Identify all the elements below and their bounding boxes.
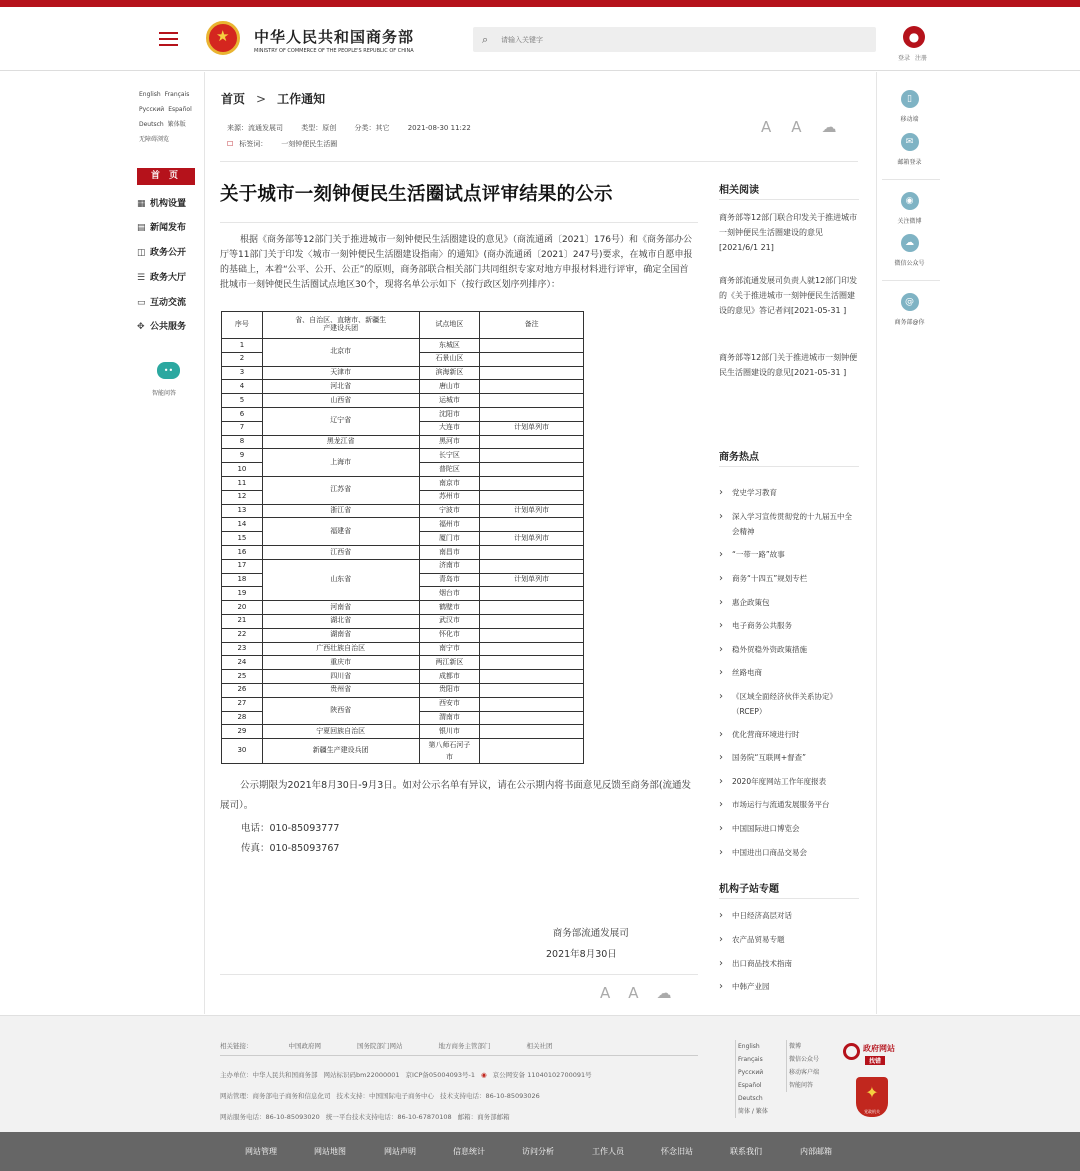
cell-note [480, 614, 584, 628]
cell-note [480, 697, 584, 711]
cell-city: 厦门市 [419, 532, 480, 546]
email-icon: ✉ [901, 133, 919, 151]
cell-province: 河南省 [262, 601, 419, 615]
left-sidebar [133, 72, 205, 1014]
footer-channels: 微博 微信公众号 移动客户端 智能问答 [786, 1040, 819, 1092]
footer-link[interactable]: 国务院部门网站 [357, 1042, 403, 1050]
cell-no: 14 [222, 518, 263, 532]
hot-title: 商务热点 [719, 452, 759, 463]
lang-traditional[interactable]: 繁体版 [167, 121, 186, 128]
font-small-icon[interactable]: A [791, 118, 802, 136]
footer-link[interactable]: 相关社团 [526, 1042, 553, 1050]
breadcrumb-current[interactable]: 工作通知 [277, 92, 326, 106]
cell-note: 计划单列市 [480, 532, 584, 546]
cell-note [480, 587, 584, 601]
bottom-nav-item[interactable]: 访问分析 [522, 1147, 554, 1156]
table-row [222, 670, 584, 684]
hot-item[interactable]: › 市场运行与流通发展服务平台 [719, 797, 859, 812]
cell-no: 9 [222, 449, 263, 463]
cell-province: 广西壮族自治区 [262, 642, 419, 656]
search-icon[interactable]: ⌕ [482, 33, 489, 46]
hot-item[interactable]: › 电子商务公共服务 [719, 618, 859, 633]
user-links [898, 53, 930, 62]
cell-note: 计划单列市 [480, 421, 584, 435]
table-header-note: 备注 [480, 312, 584, 339]
cell-city: 石景山区 [419, 352, 480, 366]
service-icon: ✥ [137, 322, 145, 332]
tag-label: 标签词： [239, 140, 268, 148]
weibo-link[interactable]: ◉ 关注微博 [882, 192, 937, 225]
subsite-item[interactable]: › 中日经济高层对话 [719, 908, 859, 923]
table-row [222, 725, 584, 739]
cell-no: 20 [222, 601, 263, 615]
news-icon: ▤ [137, 223, 146, 233]
cell-note [480, 366, 584, 380]
cell-note [480, 545, 584, 559]
cell-no: 5 [222, 394, 263, 408]
subsites-title: 机构子站专题 [719, 884, 779, 895]
cell-city: 普陀区 [419, 463, 480, 477]
cell-no: 21 [222, 614, 263, 628]
cell-province: 新疆生产建设兵团 [262, 739, 419, 764]
right-quick-links [876, 72, 940, 1014]
cell-province: 贵州省 [262, 683, 419, 697]
lang-english[interactable]: English [139, 91, 161, 98]
cell-note [480, 656, 584, 670]
cell-note [480, 725, 584, 739]
cell-no: 10 [222, 463, 263, 477]
cell-city: 东城区 [419, 339, 480, 353]
sign-date: 2021年8月30日 [546, 949, 617, 960]
table-row [222, 380, 584, 394]
bottom-nav-item[interactable]: 网站管理 [245, 1147, 277, 1156]
table-row [222, 683, 584, 697]
table-header-city: 试点地区 [419, 312, 480, 339]
cell-province: 天津市 [262, 366, 419, 380]
related-title: 相关阅读 [719, 185, 759, 196]
register-link[interactable]: 注册 [914, 55, 927, 62]
nav-item-org[interactable]: ▦ 机构设置 [137, 199, 187, 209]
hot-item[interactable]: › 深入学习宣传贯彻党的十九届五中全会精神 [719, 509, 859, 539]
fax-number: 传真：010-85093767 [241, 843, 340, 854]
cell-city: 鹤壁市 [419, 601, 480, 615]
hot-item[interactable]: › 稳外贸稳外资政策措施 [719, 642, 859, 657]
footer-link[interactable]: 中国政府网 [288, 1042, 321, 1050]
article-intro: 根据《商务部等12部门关于推进城市一刻钟便民生活圈建设的意见》（商流通函〔2021〕176号）和《商务部办公厅等11部门关于印发〈城市一刻钟便民生活圈建设指南〉的通知》(商办流通函〔2021〕247号)要求，在城市自愿申报的基础上，本着“公平、公开、公正”的原则，商务部联合相关部门共同组织专家对地方申报材料进行评审，确定全国首批城市一刻钟便民生活圈试点地区30个，现将名单公示如下（按行政区划序列排序）： [220, 235, 693, 290]
wechat-link[interactable]: ☁ 微信公众号 [882, 234, 937, 267]
hot-item[interactable]: › 商务“十四五”规划专栏 [719, 571, 859, 586]
tag-icon: ☐ [227, 140, 234, 148]
meta-type: 类型：原创 [301, 124, 337, 132]
cell-no: 22 [222, 628, 263, 642]
lang-german[interactable]: Deutsch [139, 121, 164, 128]
cell-note [480, 463, 584, 477]
cell-city: 渭南市 [419, 711, 480, 725]
table-row [222, 697, 584, 711]
accessibility-link[interactable]: 无障碍浏览 [139, 136, 170, 143]
national-emblem-logo[interactable] [206, 21, 240, 55]
table-body [222, 339, 584, 764]
cell-no: 2 [222, 352, 263, 366]
nav-home-button[interactable]: 首 页 [137, 168, 195, 185]
cell-no: 29 [222, 725, 263, 739]
cell-city: 第八师石河子市 [419, 739, 480, 764]
cell-note [480, 670, 584, 684]
cell-province: 山西省 [262, 394, 419, 408]
bottom-nav-item[interactable]: 联系我们 [730, 1147, 762, 1156]
table-row [222, 656, 584, 670]
table-row [222, 504, 584, 518]
breadcrumb-separator: > [256, 92, 267, 106]
cell-no: 17 [222, 559, 263, 573]
cell-note [480, 490, 584, 504]
article-title: 关于城市一刻钟便民生活圈试点评审结果的公示 [220, 184, 613, 205]
cell-no: 8 [222, 435, 263, 449]
hall-icon: ☰ [137, 273, 146, 283]
cell-province: 山东省 [262, 559, 419, 600]
cell-no: 13 [222, 504, 263, 518]
cell-note [480, 352, 584, 366]
cell-note [480, 339, 584, 353]
interact-icon: ▭ [137, 298, 146, 308]
cell-province: 河北省 [262, 380, 419, 394]
bottom-nav-bar [0, 1132, 1080, 1171]
meta-date: 2021-08-30 11:22 [407, 124, 471, 132]
cell-no: 11 [222, 476, 263, 490]
table-row [222, 339, 584, 353]
cell-city: 大连市 [419, 421, 480, 435]
cell-city: 唐山市 [419, 380, 480, 394]
signer: 商务部流通发展司 [552, 928, 629, 939]
table-row [222, 545, 584, 559]
table-row [222, 449, 584, 463]
cell-note [480, 601, 584, 615]
cell-note [480, 559, 584, 573]
bottom-nav-item[interactable]: 信息统计 [453, 1147, 485, 1156]
breadcrumb [221, 90, 325, 107]
divider [220, 1055, 698, 1056]
cell-no: 27 [222, 697, 263, 711]
cell-city: 宁波市 [419, 504, 480, 518]
font-tools-bottom [600, 984, 690, 1002]
cell-city: 青岛市 [419, 573, 480, 587]
cell-city: 沈阳市 [419, 407, 480, 421]
cell-no: 6 [222, 407, 263, 421]
subsite-item[interactable]: › 出口商品技术指南 [719, 956, 859, 971]
nav-item-public[interactable]: ◫ 政务公开 [137, 248, 187, 258]
cell-province: 辽宁省 [262, 407, 419, 435]
hot-item[interactable]: › 优化营商环境进行时 [719, 727, 859, 742]
bottom-nav-item[interactable]: 怀念旧站 [661, 1147, 693, 1156]
nav-item-interact[interactable]: ▭ 互动交流 [137, 298, 187, 308]
hot-item[interactable]: › 丝路电商 [719, 665, 859, 680]
at-icon: @ [901, 293, 919, 311]
cell-note: 计划单列市 [480, 573, 584, 587]
robot-label[interactable]: 智能问答 [152, 390, 177, 397]
table-row [222, 394, 584, 408]
table-row [222, 739, 584, 764]
at-you-link[interactable]: @ 商务部@你 [882, 293, 937, 326]
hot-item[interactable]: › 中国进出口商品交易会 [719, 845, 859, 860]
lang-spanish[interactable]: Español [168, 106, 192, 113]
cell-province: 四川省 [262, 670, 419, 684]
cell-no: 26 [222, 683, 263, 697]
cell-city: 武汉市 [419, 614, 480, 628]
cell-note [480, 407, 584, 421]
cell-city: 黑河市 [419, 435, 480, 449]
hot-item[interactable]: › 惠企政策包 [719, 595, 859, 610]
cell-no: 12 [222, 490, 263, 504]
divider [882, 280, 940, 281]
meta-category: 分类：其它 [354, 124, 390, 132]
public-icon: ◫ [137, 248, 146, 258]
table-row [222, 435, 584, 449]
nav-item-hall[interactable]: ☰ 政务大厅 [137, 273, 187, 283]
divider [882, 179, 940, 180]
signature-block [546, 923, 629, 965]
font-small-icon[interactable]: A [628, 984, 639, 1002]
divider [719, 466, 859, 467]
language-switcher [139, 87, 205, 147]
divider [220, 974, 698, 975]
site-logo-cn[interactable]: 中华人民共和国商务部 [254, 28, 415, 46]
cell-city: 贵阳市 [419, 683, 480, 697]
article-tags [227, 139, 337, 149]
breadcrumb-home[interactable]: 首页 [221, 92, 246, 106]
hot-item[interactable]: › “一带一路”故事 [719, 547, 859, 562]
cell-no: 25 [222, 670, 263, 684]
table-row [222, 407, 584, 421]
site-logo-en: MINISTRY OF COMMERCE OF THE PEOPLE'S REPUBLIC OF CHINA [254, 48, 414, 54]
org-icon: ▦ [137, 199, 146, 209]
cell-no: 4 [222, 380, 263, 394]
email-link[interactable]: ✉ 邮箱登录 [882, 133, 937, 166]
cell-no: 24 [222, 656, 263, 670]
cell-note [480, 435, 584, 449]
cell-city: 运城市 [419, 394, 480, 408]
table-row [222, 476, 584, 490]
mobile-icon: ▯ [901, 90, 919, 108]
mobile-link[interactable]: ▯ 移动端 [882, 90, 937, 123]
footer-languages: English Français Русский Español Deutsch 简体 / 繁体 [735, 1040, 768, 1118]
footer-link[interactable]: 地方商务主管部门 [438, 1042, 491, 1050]
search-input[interactable] [501, 31, 861, 48]
cell-city: 烟台市 [419, 587, 480, 601]
table-row [222, 642, 584, 656]
notice-paragraph: 公示期限为2021年8月30日-9月3日。如对公示名单有异议，请在公示期内将书面意见反馈至商务部(流通发展司）。 [220, 780, 692, 811]
font-large-icon[interactable]: A [761, 118, 772, 136]
cell-note [480, 683, 584, 697]
weibo-icon: ◉ [901, 192, 919, 210]
table-row [222, 559, 584, 573]
cell-note [480, 711, 584, 725]
meta-source: 来源：流通发展司 [227, 124, 283, 132]
magnifier-icon [843, 1043, 860, 1060]
subsite-item[interactable]: › 农产品贸易专题 [719, 932, 859, 947]
cell-note [480, 394, 584, 408]
cell-province: 江西省 [262, 545, 419, 559]
cell-city: 怀化市 [419, 628, 480, 642]
nav-item-news[interactable]: ▤ 新闻发布 [137, 223, 187, 233]
footer-links [220, 1041, 589, 1050]
related-item[interactable]: 商务部等12部门关于推进城市一刻钟便民生活圈建设的意见[2021-05-31 ] [719, 353, 858, 377]
cell-province: 浙江省 [262, 504, 419, 518]
cell-no: 16 [222, 545, 263, 559]
pilot-table [221, 311, 584, 764]
top-red-bar [0, 0, 1080, 7]
footer-links-label: 相关链接： [220, 1042, 253, 1050]
cell-no: 3 [222, 366, 263, 380]
cell-note [480, 628, 584, 642]
gov-site-badge[interactable]: 政府网站 找错 [843, 1043, 901, 1065]
table-row [222, 366, 584, 380]
font-large-icon[interactable]: A [600, 984, 611, 1002]
bottom-nav-item[interactable]: 工作人员 [592, 1147, 624, 1156]
related-item[interactable]: 商务部流通发展司负责人就12部门印发的《关于推进城市一刻钟便民生活圈建设的意见》答记者问[2021-05-31 ] [719, 276, 858, 315]
cell-city: 南京市 [419, 476, 480, 490]
site-footer [0, 1015, 1080, 1132]
cell-note [480, 380, 584, 394]
cell-province: 上海市 [262, 449, 419, 477]
bottom-nav-item[interactable]: 网站地图 [314, 1147, 346, 1156]
cell-city: 成都市 [419, 670, 480, 684]
site-header [0, 7, 1080, 71]
cell-city: 滨海新区 [419, 366, 480, 380]
cell-province: 福建省 [262, 518, 419, 546]
divider [220, 222, 698, 223]
cell-province: 宁夏回族自治区 [262, 725, 419, 739]
cell-note [480, 449, 584, 463]
cell-no: 23 [222, 642, 263, 656]
table-row [222, 614, 584, 628]
cell-no: 30 [222, 739, 263, 764]
cell-province: 湖南省 [262, 628, 419, 642]
cell-city: 苏州市 [419, 490, 480, 504]
divider [719, 199, 859, 200]
cell-city: 两江新区 [419, 656, 480, 670]
cell-province: 黑龙江省 [262, 435, 419, 449]
hot-item[interactable]: › 《区域全面经济伙伴关系协定》（RCEP） [719, 689, 859, 719]
font-tools [761, 118, 856, 136]
cell-province: 重庆市 [262, 656, 419, 670]
bottom-nav-item[interactable]: 网站声明 [384, 1147, 416, 1156]
table-header-province: 省、自治区、直辖市、新疆生产建设兵团 [262, 312, 419, 339]
police-badge-icon: ◉ [481, 1071, 487, 1079]
cell-province: 湖北省 [262, 614, 419, 628]
table-row [222, 628, 584, 642]
footer-info: 主办单位：中华人民共和国商务部 网站标识码bm22000001 京ICP备05004093号-1 ◉ 京公网安备 11040102700091号 网站管理：商务部电子商务和信息化司 技术支持：中国国际电子商务中心 技术支持电话：86-10-85093026 网站服务电话：86-10-85093020 统一平台技术支持电话：86-10-67870108 邮箱：商务部邮箱 [220, 1071, 592, 1121]
hot-item[interactable]: › 中国国际进口博览会 [719, 821, 859, 836]
cell-no: 19 [222, 587, 263, 601]
contact-info [241, 819, 339, 859]
hot-item[interactable]: › 国务院“互联网+督查” [719, 750, 859, 765]
lang-russian[interactable]: Русский [139, 106, 165, 113]
tag-value[interactable]: 一刻钟便民生活圈 [281, 140, 338, 148]
cell-province: 江苏省 [262, 476, 419, 504]
cell-city: 银川市 [419, 725, 480, 739]
cell-no: 18 [222, 573, 263, 587]
cell-no: 7 [222, 421, 263, 435]
table-row [222, 601, 584, 615]
subsite-item[interactable]: › 中韩产业园 [719, 979, 859, 994]
cell-province: 北京市 [262, 339, 419, 367]
lang-french[interactable]: Français [164, 91, 190, 98]
hot-item[interactable]: › 2020年度网站工作年度报表 [719, 774, 859, 789]
phone-number: 电话：010-85093777 [241, 823, 340, 834]
login-link[interactable]: 登录 [898, 55, 911, 62]
nav-item-service[interactable]: ✥ 公共服务 [137, 322, 187, 332]
table-header-no: 序号 [222, 312, 263, 339]
table-header-row [222, 312, 584, 339]
cell-province: 陕西省 [262, 697, 419, 725]
cell-note [480, 642, 584, 656]
cell-note: 计划单列市 [480, 504, 584, 518]
cell-note [480, 518, 584, 532]
menu-icon[interactable] [159, 32, 178, 46]
table-row [222, 518, 584, 532]
cell-no: 15 [222, 532, 263, 546]
cell-city: 济南市 [419, 559, 480, 573]
hot-item[interactable]: › 党史学习教育 [719, 485, 859, 500]
bottom-nav-item[interactable]: 内部邮箱 [800, 1147, 832, 1156]
cell-city: 南昌市 [419, 545, 480, 559]
cell-no: 28 [222, 711, 263, 725]
wechat-share-icon[interactable]: ☁ [656, 984, 672, 1002]
party-gov-shield-icon[interactable]: ✦ 党政机关 [856, 1077, 888, 1117]
article-meta [227, 123, 487, 133]
wechat-share-icon[interactable]: ☁ [821, 118, 837, 136]
cell-city: 南宁市 [419, 642, 480, 656]
related-item[interactable]: 商务部等12部门联合印发关于推进城市一刻钟便民生活圈建设的意见[2021/6/1 21] [719, 213, 858, 252]
search-bar[interactable] [473, 27, 876, 52]
cell-city: 西安市 [419, 697, 480, 711]
cell-city: 福州市 [419, 518, 480, 532]
divider [220, 161, 858, 162]
cell-city: 长宁区 [419, 449, 480, 463]
divider [719, 898, 859, 899]
cell-note [480, 739, 584, 764]
robot-icon[interactable]: •• [157, 362, 180, 379]
cell-no: 1 [222, 339, 263, 353]
user-icon[interactable]: ● [903, 26, 925, 48]
cell-note [480, 476, 584, 490]
wechat-icon: ☁ [901, 234, 919, 252]
